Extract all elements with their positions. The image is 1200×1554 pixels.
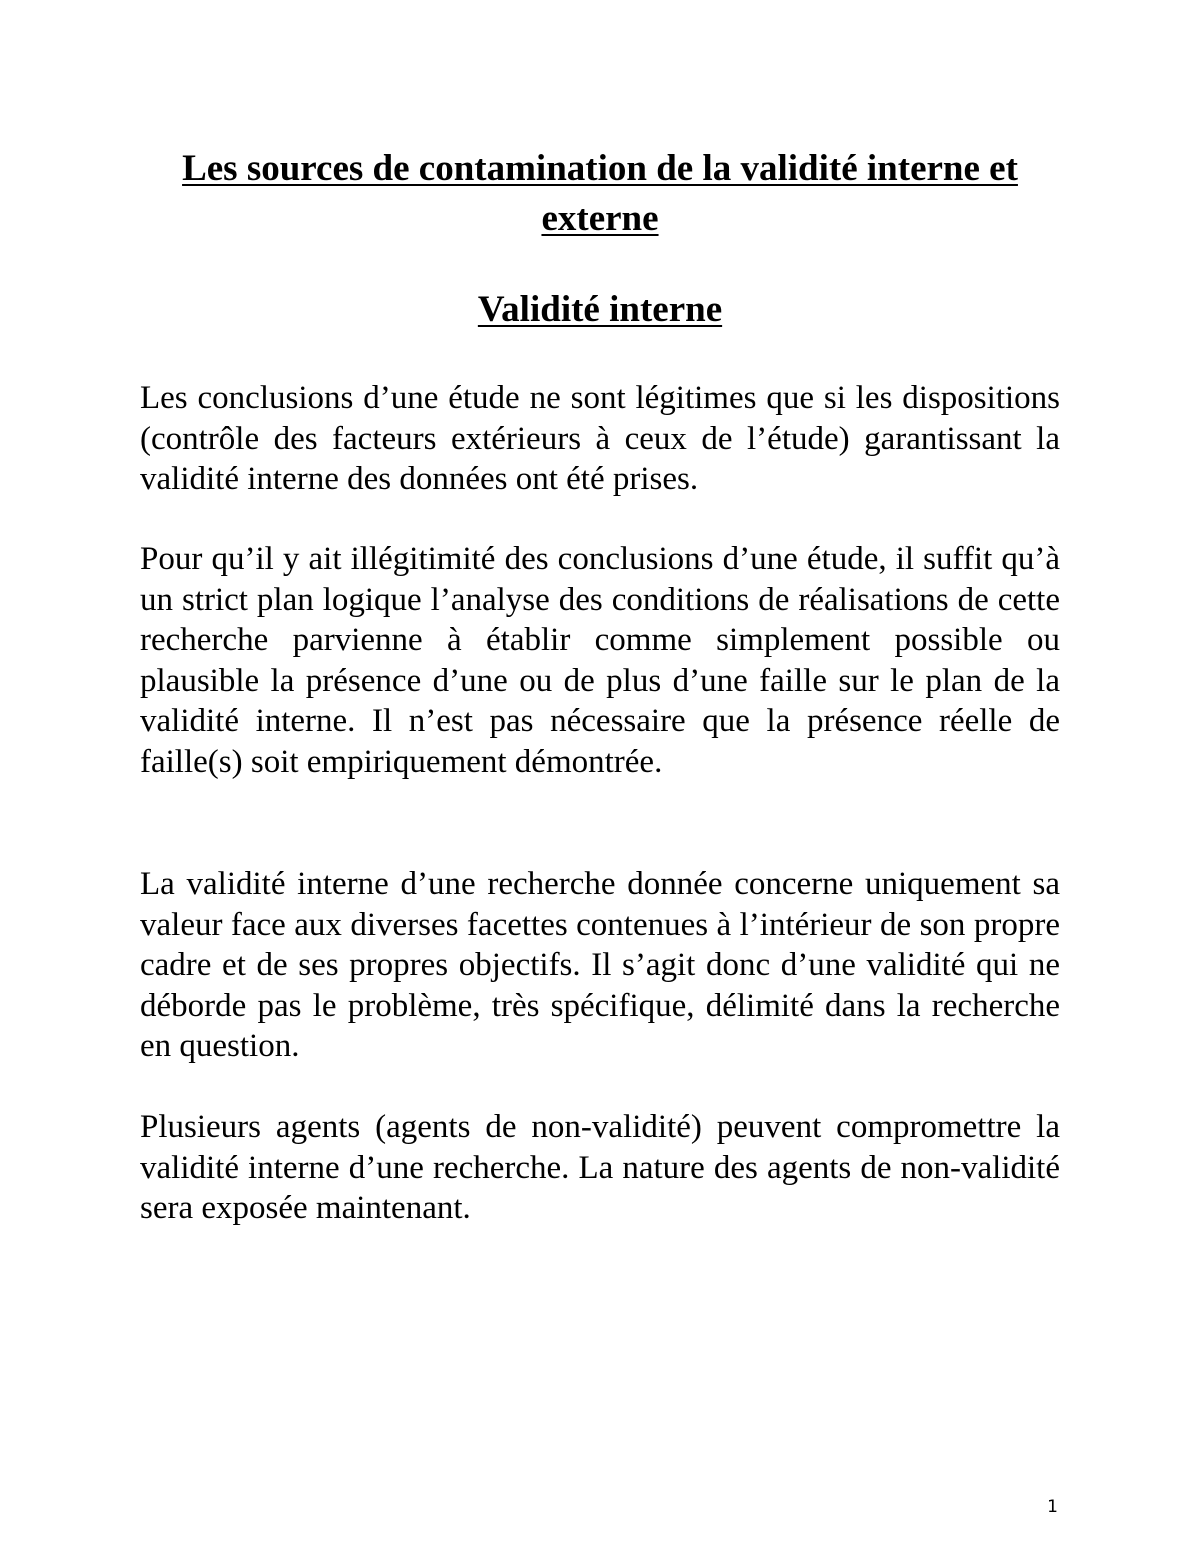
- paragraph-4: Plusieurs agents (agents de non-validité) peuvent compromettre la validité interne d’une recherche. La nature des agents de non-validité sera exposée maintenant.: [140, 1109, 1060, 1226]
- page-number: 1: [1047, 1497, 1058, 1517]
- document-title: Les sources de contamination de la validité interne et externe: [182, 148, 1018, 239]
- section-heading: Validité interne: [477, 289, 723, 330]
- paragraph-1: Les conclusions d’une étude ne sont légitimes que si les dispositions (contrôle des facteurs extérieurs à ceux de l’étude) garantissant la validité interne des données ont été prises.: [140, 380, 1060, 497]
- paragraph-3: La validité interne d’une recherche donnée concerne uniquement sa valeur face aux diverses facettes contenues à l’intérieur de son propre cadre et de ses propres objectifs. Il s’agit donc d’une validité qui ne déborde pas le problème, très spécifique, délimité dans la recherche en question.: [140, 866, 1060, 1064]
- paragraph-2: Pour qu’il y ait illégitimité des conclusions d’une étude, il suffit qu’à un strict plan logique l’analyse des conditions de réalisations de cette recherche parvienne à établir comme simplement possible ou plausible la présence d’une ou de plus d’une faille sur le plan de la validité interne. Il n’est pas nécessaire que la présence réelle de faille(s) soit empiriquement démontrée.: [140, 541, 1060, 780]
